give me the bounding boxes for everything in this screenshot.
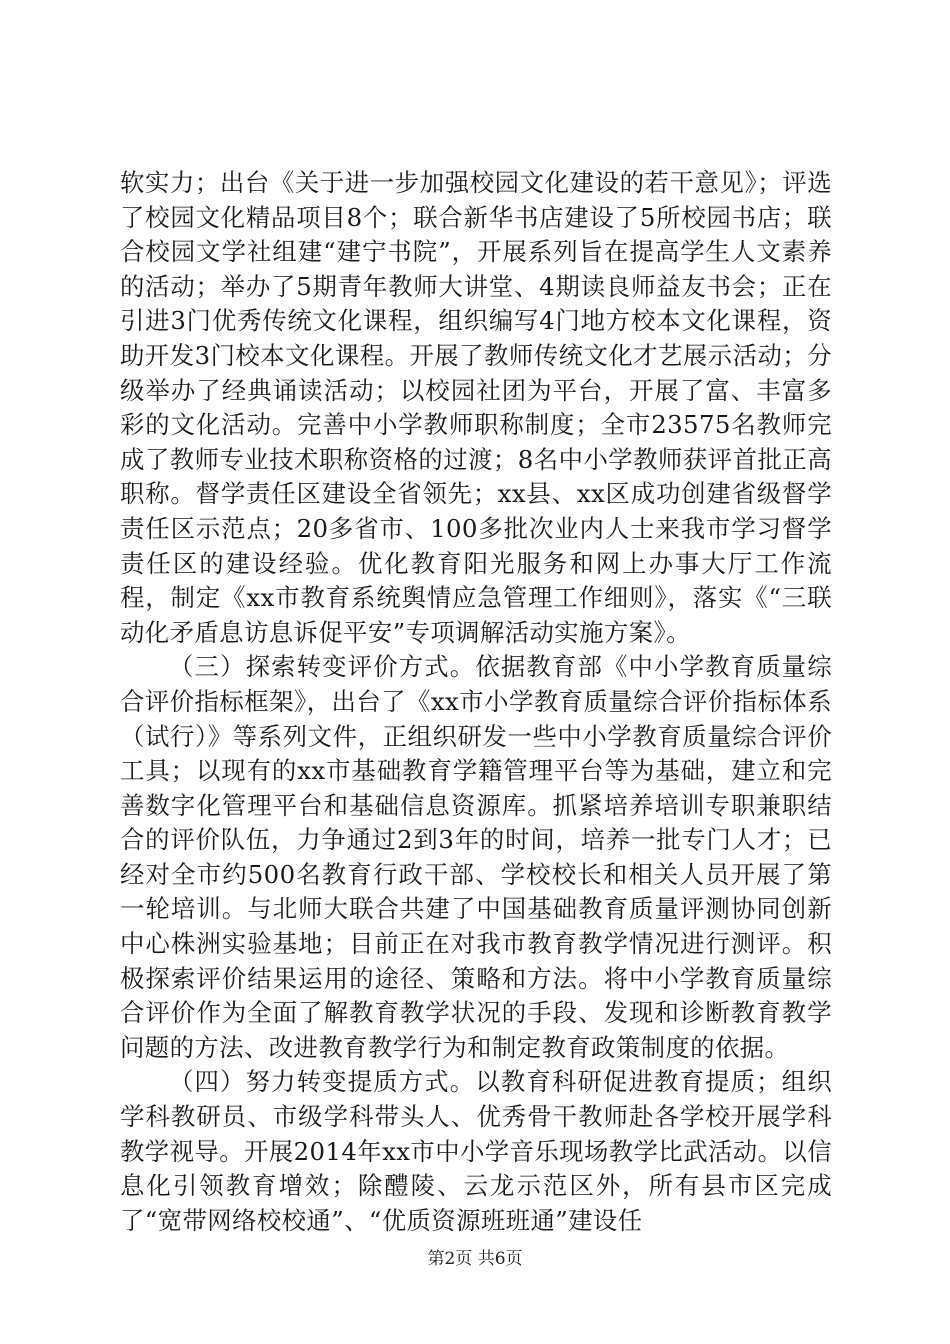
paragraph-continuation: 软实力；出台《关于进一步加强校园文化建设的若干意见》；评选了校园文化精品项目8个；联合新华书店建设了5所校园书店；联合校园文学社组建“建宁书院”，开展系列旨在提高学生人文素养的活动；举办了5期青年教师大讲堂、4期读良师益友书会；正在引进3门优秀传统文化课程，组织编写4门地方校本文化课程，资助开发3门校本文化课程。开展了教师传统文化才艺展示活动；分级举办了经典诵读活动；以校园社团为平台，开展了富、丰富多彩的文化活动。完善中小学教师职称制度；全市23575名教师完成了教师专业技术职称资格的过渡；8名中小学教师获评首批正高职称。督学责任区建设全省领先；xx县、xx区成功创建省级督学责任区示范点；20多省市、100多批次业内人士来我市学习督学责任区的建设经验。优化教育阳光服务和网上办事大厅工作流程，制定《xx市教育系统舆情应急管理工作细则》，落实《“三联动化矛盾息访息诉促平安”专项调解活动实施方案》。 (120, 168, 832, 647)
paragraph-section-four: （四）努力转变提质方式。以教育科研促进教育提质；组织学科教研员、市级学科带头人、优秀骨干教师赴各学校开展学科教学视导。开展2014年xx市中小学音乐现场教学比武活动。以信息化引领教育增效；除醴陵、云龙示范区外，所有县市区完成了“宽带网络校校通”、“优质资源班班通”建设任 (120, 1067, 832, 1235)
page-number-footer: 第2页 共6页 (427, 1249, 523, 1269)
paragraph-section-three: （三）探索转变评价方式。依据教育部《中小学教育质量综合评价指标框架》，出台了《xx市小学教育质量综合评价指标体系（试行）》等系列文件，正组织研发一些中小学教育质量综合评价工具；以现有的xx市基础教育学籍管理平台等为基础，建立和完善数字化管理平台和基础信息资源库。抓紧培养培训专职兼职结合的评价队伍，力争通过2到3年的时间，培养一批专门人才；已经对全市约500名教育行政干部、学校校长和相关人员开展了第一轮培训。与北师大联合共建了中国基础教育质量评测协同创新中心株洲实验基地；目前正在对我市教育教学情况进行测评。积极探索评价结果运用的途径、策略和方法。将中小学教育质量综合评价作为全面了解教育教学状况的手段、发现和诊断教育教学问题的方法、改进教育教学行为和制定教育政策制度的依据。 (120, 652, 832, 1062)
document-body (120, 166, 832, 1238)
